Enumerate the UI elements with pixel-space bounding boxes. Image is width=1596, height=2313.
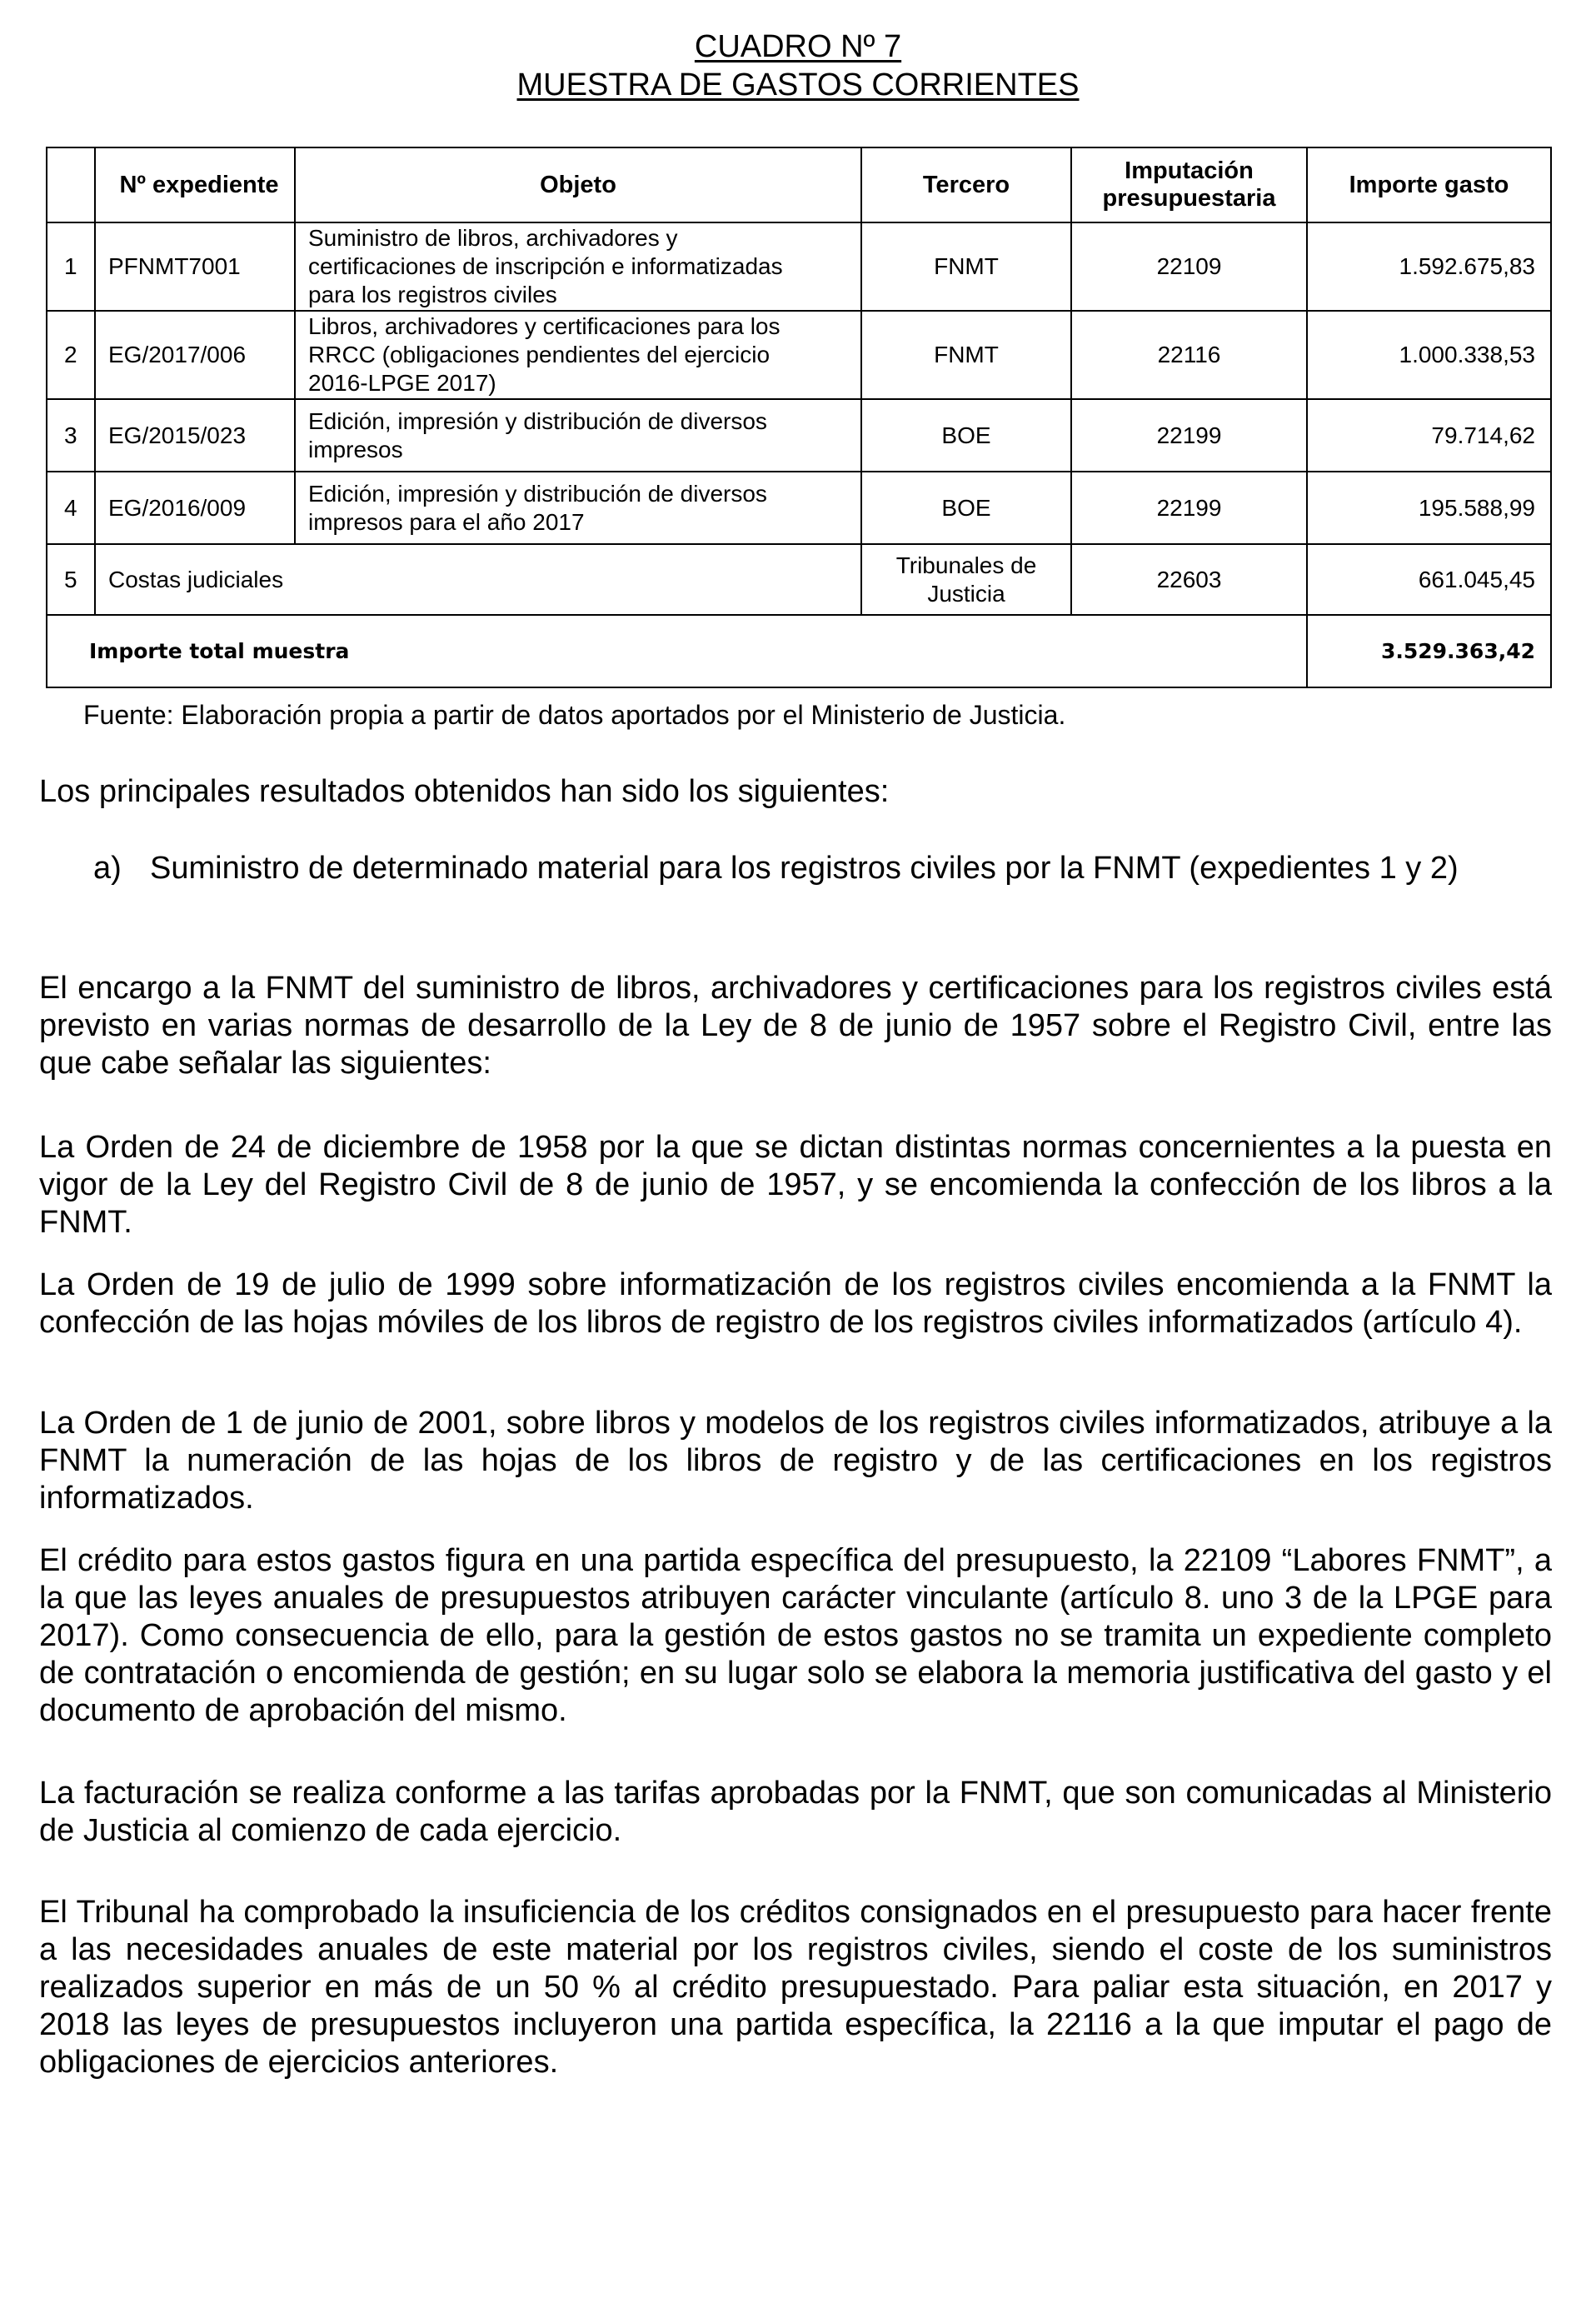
- paragraph-6: La facturación se realiza conforme a las tarifas aprobadas por la FNMT, que son comunicadas al Ministerio de Justicia al comienzo de cada ejercicio.: [39, 1776, 1552, 1848]
- row-expediente: EG/2016/009: [95, 472, 295, 544]
- header-expediente: Nº expediente: [95, 147, 295, 222]
- row-tercero: BOE: [861, 399, 1071, 472]
- row-objeto-line: Libros, archivadores y certificaciones para los: [308, 313, 781, 339]
- row-tercero: FNMT: [861, 222, 1071, 311]
- header-imputacion: [1071, 147, 1307, 222]
- row-objeto: [295, 311, 861, 399]
- row-importe: 1.000.338,53: [1307, 311, 1551, 399]
- paragraph-3: La Orden de 19 de julio de 1999 sobre informatización de los registros civiles encomienda a la FNMT la confección de las hojas móviles de los libros de registro de los registros civiles informatizados (artículo 4).: [39, 1267, 1552, 1340]
- header-number: [47, 147, 95, 222]
- table-row: [47, 311, 1551, 399]
- total-value: 3.529.363,42: [1307, 615, 1551, 687]
- list-item-text: Suministro de determinado material para los registros civiles por la FNMT (expedientes 1 y 2): [150, 851, 1459, 886]
- header-imputacion-line1: Imputación: [1125, 157, 1254, 184]
- sample-expenses-table: [46, 147, 1552, 688]
- row-imputacion: 22603: [1071, 544, 1307, 615]
- row-objeto-line: Edición, impresión y distribución de diversos: [308, 407, 767, 434]
- row-objeto-line: impresos para el año 2017: [308, 508, 585, 535]
- row-number: 4: [47, 472, 95, 544]
- row-imputacion: 22116: [1071, 311, 1307, 399]
- header-objeto: Objeto: [295, 147, 861, 222]
- list-item-a: [93, 850, 1553, 887]
- row-tercero: BOE: [861, 472, 1071, 544]
- row-number: 1: [47, 222, 95, 311]
- row-objeto-line: para los registros civiles: [308, 282, 557, 307]
- row-imputacion: 22199: [1071, 472, 1307, 544]
- table-title-number: CUADRO Nº 7: [694, 29, 902, 64]
- row-objeto: [295, 399, 861, 472]
- row-expediente: Costas judiciales: [95, 544, 861, 615]
- row-importe: 79.714,62: [1307, 399, 1551, 472]
- paragraph-7: El Tribunal ha comprobado la insuficiencia de los créditos consignados en el presupuesto para hacer frente a las necesidades anuales de este material por los registros civiles, siendo el coste de los suministros realizados superior en más de un 50 % al crédito presupuestado. Para paliar esta situación, en 2017 y 2018 las leyes de presupuestos incluyeron una partida específica, la 22116 a la que imputar el pago de obligaciones de ejercicios anteriores.: [39, 1895, 1552, 2080]
- row-objeto: [295, 222, 861, 311]
- row-objeto-line: 2016-LPGE 2017): [308, 370, 496, 396]
- table-source-note: Fuente: Elaboración propia a partir de datos aportados por el Ministerio de Justicia.: [83, 700, 1066, 730]
- list-marker: a): [93, 851, 122, 886]
- row-tercero: FNMT: [861, 311, 1071, 399]
- row-number: 2: [47, 311, 95, 399]
- table-row: [47, 472, 1551, 544]
- row-objeto-line: Edición, impresión y distribución de diversos: [308, 480, 767, 507]
- paragraph-1: El encargo a la FNMT del suministro de libros, archivadores y certificaciones para los registros civiles está previsto en varias normas de desarrollo de la Ley de 8 de junio de 1957 sobre el Registro Civil, entre las que cabe señalar las siguientes:: [39, 971, 1552, 1081]
- row-importe: 661.045,45: [1307, 544, 1551, 615]
- paragraph-2: La Orden de 24 de diciembre de 1958 por la que se dictan distintas normas concernientes a la puesta en vigor de la Ley del Registro Civil de 8 de junio de 1957, y se encomienda la confección de los libros a la FNMT.: [39, 1130, 1552, 1240]
- row-tercero: [861, 544, 1071, 615]
- row-objeto-line: RRCC (obligaciones pendientes del ejercicio: [308, 342, 771, 367]
- row-number: 3: [47, 399, 95, 472]
- row-objeto-line: impresos: [308, 436, 403, 462]
- row-importe: 1.592.675,83: [1307, 222, 1551, 311]
- paragraph-4: La Orden de 1 de junio de 2001, sobre libros y modelos de los registros civiles informatizados, atribuye a la FNMT la numeración de las hojas de los libros de registro y de las certificaciones en los registros informatizados.: [39, 1406, 1552, 1516]
- table-header-row: [47, 147, 1551, 222]
- table-row: [47, 222, 1551, 311]
- row-expediente: PFNMT7001: [95, 222, 295, 311]
- table-total-row: [47, 615, 1551, 687]
- header-importe: Importe gasto: [1307, 147, 1551, 222]
- total-label: Importe total muestra: [47, 615, 1307, 687]
- row-imputacion: 22109: [1071, 222, 1307, 311]
- row-expediente: EG/2015/023: [95, 399, 295, 472]
- intro-paragraph: Los principales resultados obtenidos han sido los siguientes:: [39, 774, 890, 809]
- row-tercero-line: Justicia: [927, 580, 1005, 607]
- row-number: 5: [47, 544, 95, 615]
- row-objeto-line: certificaciones de inscripción e informatizadas: [308, 253, 783, 279]
- row-objeto: [295, 472, 861, 544]
- row-tercero-line: Tribunales de: [895, 552, 1037, 578]
- table-row: [47, 399, 1551, 472]
- table-title: MUESTRA DE GASTOS CORRIENTES: [516, 67, 1080, 102]
- row-objeto-line: Suministro de libros, archivadores y: [308, 225, 678, 251]
- table-row: [47, 544, 1551, 615]
- paragraph-5: El crédito para estos gastos figura en una partida específica del presupuesto, la 22109 “Labores FNMT”, a la que las leyes anuales de presupuestos atribuyen carácter vinculante (artículo 8. uno 3 de la LPGE para 2017). Como consecuencia de ello, para la gestión de estos gastos no se tramita un expediente completo de contratación o encomienda de gestión; en su lugar solo se elabora la memoria justificativa del gasto y el documento de aprobación del mismo.: [39, 1543, 1552, 1728]
- row-imputacion: 22199: [1071, 399, 1307, 472]
- header-tercero: Tercero: [861, 147, 1071, 222]
- row-expediente: EG/2017/006: [95, 311, 295, 399]
- header-imputacion-line2: presupuestaria: [1102, 185, 1276, 212]
- row-importe: 195.588,99: [1307, 472, 1551, 544]
